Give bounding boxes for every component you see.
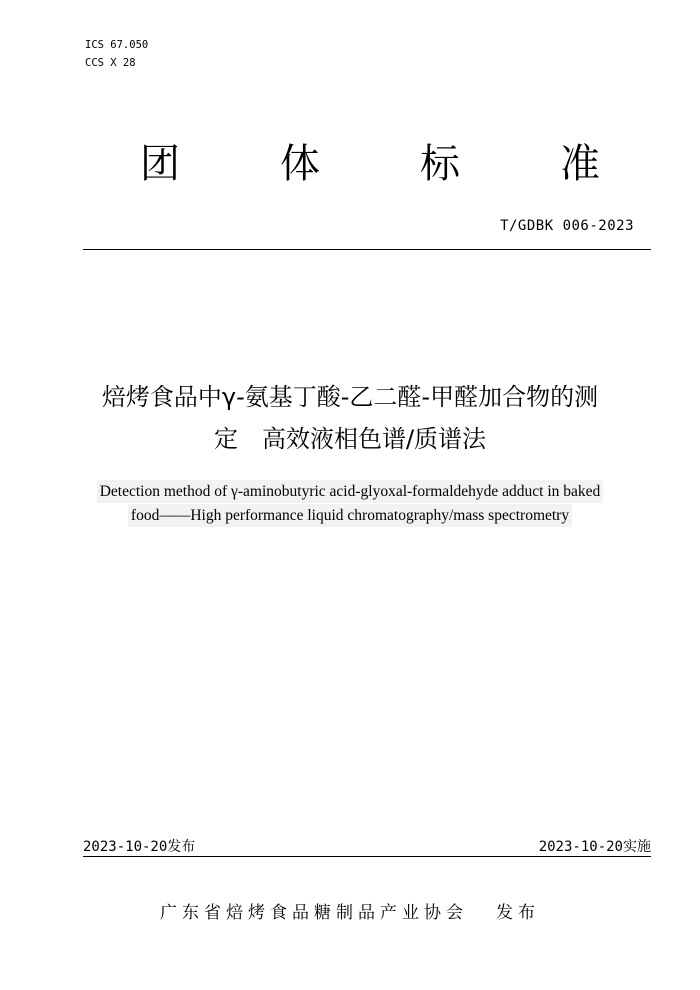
effective-label: 实施 [623,839,651,855]
issue-date: 2023-10-20 [83,839,168,855]
effective-date-block [539,836,651,856]
english-title-text-1: Detection method of γ-aminobutyric acid-glyoxal-formaldehyde adduct in baked [97,480,604,503]
ics-code: ICS 67.050 [85,39,149,51]
issue-label: 发布 [167,839,196,855]
publisher-name: 广东省焙烤食品糖制品产业协会 [160,903,468,923]
standard-type-title [140,136,600,192]
chinese-title-line-1: 焙烤食品中γ-氨基丁酸-乙二醛-甲醛加合物的测 [101,383,599,411]
standard-type-char: 团 [140,141,180,187]
standard-type-char: 体 [280,141,320,187]
english-title-text-2: food——High performance liquid chromatography/mass spectrometry [128,504,572,527]
effective-date: 2023-10-20 [538,839,623,855]
standard-type-char: 标 [420,141,460,187]
top-divider [83,249,651,250]
standard-number: T/GDBK 006-2023 [500,218,634,234]
bottom-divider [83,856,651,857]
publisher-line [0,898,700,923]
english-title-line-1 [60,480,640,503]
classification-codes [85,36,148,72]
publisher-action: 发布 [496,903,540,923]
english-title-line-2 [60,504,640,527]
issue-date-block [83,836,195,856]
standard-type-char: 准 [560,141,600,187]
chinese-title-line-2: 定 高效液相色谱/质谱法 [213,425,487,453]
ccs-code: CCS X 28 [85,57,136,69]
